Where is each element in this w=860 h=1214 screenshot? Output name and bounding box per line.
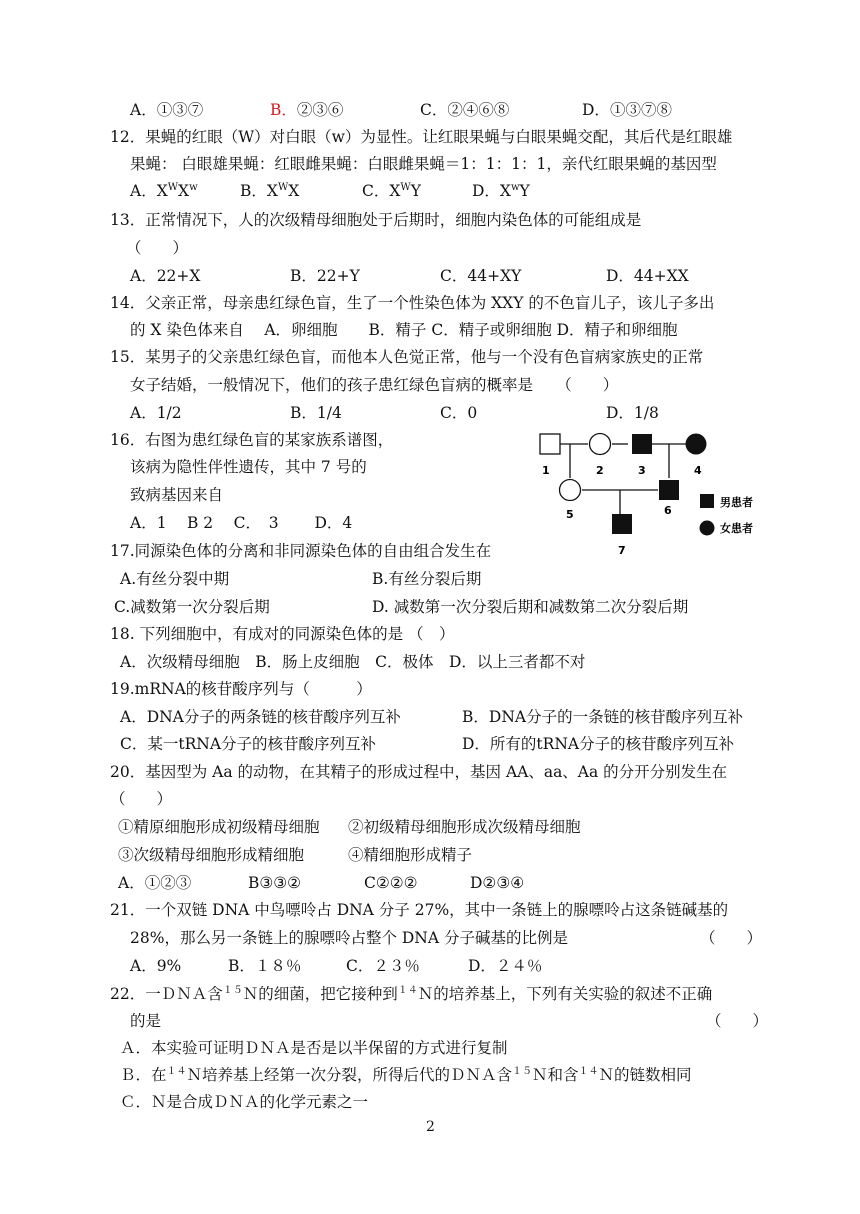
q16-stem-line3: 致病基因来自: [130, 486, 224, 504]
q19-option-b: B．DNA分子的一条链的核苷酸序列互补: [462, 708, 744, 726]
q19-option-d: D．所有的tRNA分子的核苷酸序列互补: [462, 735, 735, 753]
q19-option-c: C．某一tRNA分子的核苷酸序列互补: [120, 735, 377, 753]
q15-option-d: D．1/8: [606, 404, 659, 422]
q11-option-b: B．②③⑥: [270, 101, 344, 119]
q19-stem: 19.mRNA的核苷酸序列与（ ）: [110, 680, 372, 698]
q16-stem-line2: 该病为隐性伴性遗传，其中 7 号的: [130, 458, 367, 476]
q22-option-c: Ｃ．Ｎ是合成ＤＮＡ的化学元素之一: [120, 1093, 369, 1111]
q21-stem-line2: 28%，那么另一条链上的腺嘌呤占整个 DNA 分子碱基的比例是: [130, 929, 568, 947]
q21-stem-line1: 21．一个双链 DNA 中鸟嘌呤占 DNA 分子 27%，其中一条链上的腺嘌呤占这条链碱基的: [110, 901, 729, 919]
pedigree-individual-6: [659, 480, 679, 500]
q21-option-a: A．9%: [130, 957, 182, 975]
q20-item-3: ③次级精母细胞形成精细胞: [118, 846, 305, 864]
q12-option-b: B．$X^WX$: [240, 182, 300, 200]
q20-stem-line2: （ ）: [110, 790, 173, 808]
q20-option-a: A．①②③: [118, 874, 192, 892]
pedigree-individual-4: [686, 434, 707, 455]
q15-stem-line2: 女子结婚，一般情况下，他们的孩子患红绿色盲病的概率是 （ ）: [130, 376, 619, 394]
q12-option-d: D．$X^wY$: [472, 182, 530, 200]
q18-stem: 18. 下列细胞中，有成对的同源染色体的是 （ ）: [110, 625, 455, 643]
q22-stem-line2: 的是: [130, 1012, 162, 1030]
q22-stem-line1: 22．一ＤＮＡ含$^{15}$Ｎ的细菌，把它接种到$^{14}$Ｎ的培养基上，下列有关实验的叙述不正确: [110, 985, 713, 1003]
page-number: 2: [426, 1119, 435, 1135]
q17-option-b: B.有丝分裂后期: [372, 570, 482, 588]
pedigree-label-1: 1: [542, 464, 550, 477]
q17-option-c: C.减数第一次分裂后期: [114, 598, 270, 616]
q14-stem-line2: 的 X 染色体来自 A．卵细胞 B．精子 C．精子或卵细胞 D．精子和卵细胞: [130, 321, 678, 339]
q12-option-a: A．$X^WX^w$: [130, 182, 198, 200]
q20-option-d: D②③④: [470, 874, 525, 892]
q13-stem-line1: 13．正常情况下，人的次级精母细胞处于后期时，细胞内染色体的可能组成是: [110, 211, 642, 229]
q20-item-4: ④精细胞形成精子: [348, 846, 473, 864]
q20-stem-line1: 20．基因型为 Aa 的动物，在其精子的形成过程中，基因 AA、aa、Aa 的分开分别发生在: [110, 763, 728, 781]
q14-stem-line1: 14．父亲正常，母亲患红绿色盲，生了一个性染色体为 XXY 的不色盲儿子，该儿子多出: [110, 294, 715, 312]
pedigree-label-4: 4: [694, 464, 702, 477]
q15-option-b: B．1/4: [290, 404, 342, 422]
q12-stem-line1: 12．果蝇的红眼（W）对白眼（w）为显性。让红眼果蝇与白眼果蝇交配，其后代是红眼雄: [110, 128, 733, 146]
q15-option-a: A．1/2: [130, 404, 182, 422]
pedigree-individual-5: [560, 480, 581, 501]
q17-stem: 17.同源染色体的分离和非同源染色体的自由组合发生在: [110, 542, 492, 560]
q15-stem-line1: 15．某男子的父亲患红绿色盲，而他本人色觉正常，他与一个没有色盲病家族史的正常: [110, 348, 704, 366]
q21-option-d: D．２４％: [468, 957, 543, 975]
q11-option-c: C．②④⑥⑧: [420, 101, 510, 119]
legend-male-patient-symbol: [700, 494, 714, 508]
pedigree-individual-7: [612, 514, 632, 534]
q21-option-c: C．２３％: [346, 957, 420, 975]
q17-option-a: A.有丝分裂中期: [120, 570, 230, 588]
pedigree-chart: [528, 432, 778, 560]
q21-option-b: B．１８％: [228, 957, 302, 975]
q20-option-b: B③③②: [248, 874, 302, 892]
q19-option-a: A．DNA分子的两条链的核苷酸序列互补: [120, 708, 401, 726]
q11-option-a: A．①③⑦: [130, 101, 204, 119]
q12-option-c: C．$X^WY$: [362, 182, 421, 200]
q22-option-a: Ａ．本实验可证明ＤＮＡ是否是以半保留的方式进行复制: [120, 1039, 508, 1057]
q18-options: A．次级精母细胞 B．肠上皮细胞 C．极体 D．以上三者都不对: [120, 653, 586, 671]
pedigree-label-3: 3: [638, 464, 646, 477]
q11-option-d: D．①③⑦⑧: [582, 101, 672, 119]
q15-option-c: C．0: [440, 404, 478, 422]
q13-option-a: A．22+X: [130, 267, 201, 285]
q20-item-2: ②初级精母细胞形成次级精母细胞: [348, 818, 581, 836]
q20-item-1: ①精原细胞形成初级精母细胞: [118, 818, 320, 836]
q22-answer-bracket: （ ）: [706, 1012, 769, 1030]
pedigree-label-6: 6: [664, 504, 672, 517]
q17-option-d: D. 减数第一次分裂后期和减数第二次分裂后期: [372, 598, 689, 616]
q13-option-c: C．44+XY: [440, 267, 522, 285]
q22-option-b: Ｂ．在$^{14}$Ｎ培养基上经第一次分裂，所得后代的ＤＮＡ含$^{15}$Ｎ和含$^{14}$Ｎ的链数相同: [120, 1066, 692, 1084]
q21-answer-bracket: （ ）: [700, 929, 763, 947]
q20-option-c: C②②②: [364, 874, 418, 892]
legend-female-patient-label: 女患者: [720, 522, 753, 535]
pedigree-individual-3: [632, 434, 652, 454]
pedigree-label-7: 7: [618, 544, 626, 557]
q16-options: A．1 B 2 C． 3 D．4: [130, 514, 353, 532]
q12-stem-line2: 果蝇： 白眼雄果蝇：红眼雌果蝇：白眼雌果蝇＝1：1：1：1，亲代红眼果蝇的基因型: [130, 155, 717, 173]
pedigree-individual-1: [540, 434, 560, 454]
pedigree-label-2: 2: [596, 464, 604, 477]
q13-stem-line2: （ ）: [126, 239, 189, 257]
q13-option-d: D．44+XX: [606, 267, 689, 285]
legend-male-patient-label: 男患者: [720, 496, 753, 509]
legend-female-patient-symbol: [700, 521, 715, 536]
q13-option-b: B．22+Y: [290, 267, 360, 285]
pedigree-individual-2: [590, 434, 611, 455]
pedigree-label-5: 5: [566, 508, 574, 521]
q16-stem-line1: 16．右图为患红绿色盲的某家族系谱图，: [110, 431, 394, 449]
